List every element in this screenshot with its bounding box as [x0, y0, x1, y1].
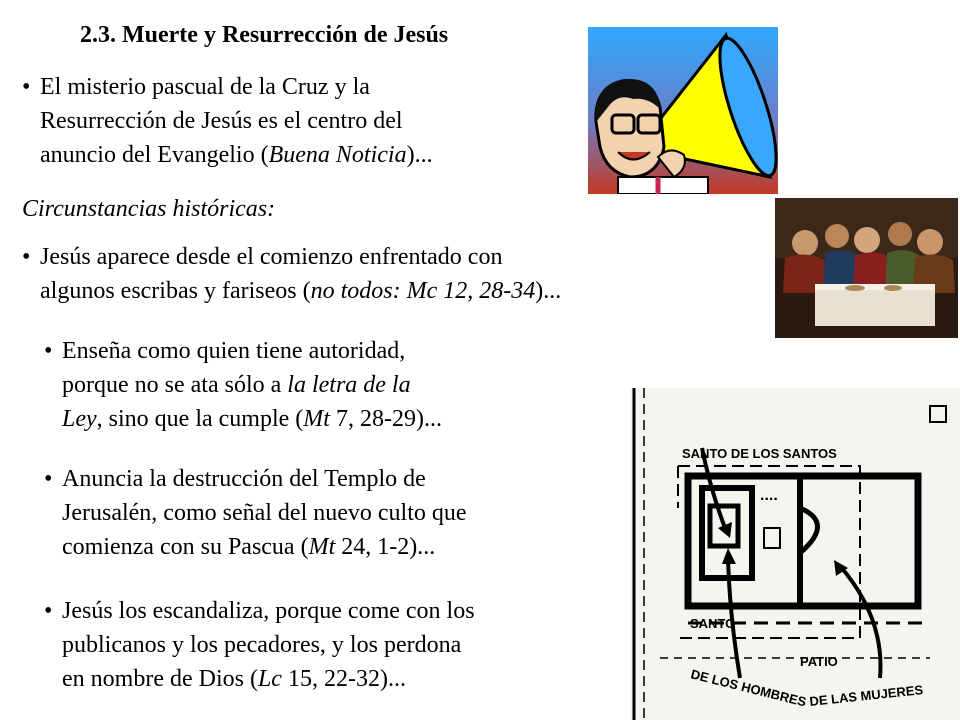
- historical-circumstances-heading: Circunstancias históricas:: [22, 196, 276, 222]
- bullet-confrontation: [22, 240, 780, 308]
- bullet-line: Resurrección de Jesús es el centro del: [40, 108, 403, 134]
- bullet-line: Ley, sino que la cumple (Mt 7, 28-29)...: [62, 406, 442, 432]
- last-supper-painting-image: [775, 198, 958, 338]
- bullet-line: publicanos y los pecadores, y los perdona: [62, 632, 462, 658]
- bullet-temple-destruction: [44, 462, 622, 564]
- bullet-authority: [44, 334, 582, 436]
- bullet-line: Jesús los escandaliza, porque come con los: [62, 598, 475, 624]
- bullet-line: algunos escribas y fariseos (no todos: Mc 12, 28-34)...: [40, 278, 562, 304]
- bullet-line: en nombre de Dios (Lc 15, 22-32)...: [62, 666, 406, 692]
- temple-floor-plan-image: [630, 388, 960, 720]
- bullet-line: porque no se ata sólo a la letra de la: [62, 372, 411, 398]
- slide-title: 2.3. Muerte y Resurrección de Jesús: [80, 22, 449, 48]
- megaphone-clipart-image: [588, 27, 778, 194]
- bullet-line: Jesús aparece desde el comienzo enfrentado con: [40, 244, 503, 270]
- bullet-line: comienza con su Pascua (Mt 24, 1-2)...: [62, 534, 436, 560]
- plan-label-holy-of-holies: SANTO DE LOS SANTOS: [682, 446, 837, 461]
- plan-label-men: DE LOS HOMBRES: [689, 666, 808, 710]
- bullet-mark: •: [44, 598, 53, 624]
- bullet-mark: •: [44, 466, 53, 492]
- bullet-scandal: [44, 594, 642, 696]
- bullet-mark: •: [22, 244, 31, 270]
- plan-label-patio: PATIO: [800, 654, 838, 669]
- bullet-mark: •: [44, 338, 53, 364]
- bullet-line: El misterio pascual de la Cruz y la: [40, 74, 370, 100]
- bullet-line: Enseña como quien tiene autoridad,: [62, 338, 406, 364]
- bullet-paschal-mystery: [22, 70, 600, 172]
- plan-label-women: DE LAS MUJERES: [808, 682, 924, 709]
- bullet-line: Jerusalén, como señal del nuevo culto que: [62, 500, 467, 526]
- bullet-line: anuncio del Evangelio (Buena Noticia)...: [40, 142, 433, 168]
- plan-label-holy: SANTO: [690, 616, 736, 631]
- svg-text:....: ....: [760, 487, 778, 504]
- bullet-mark: •: [22, 74, 31, 100]
- bullet-line: Anuncia la destrucción del Templo de: [62, 466, 426, 492]
